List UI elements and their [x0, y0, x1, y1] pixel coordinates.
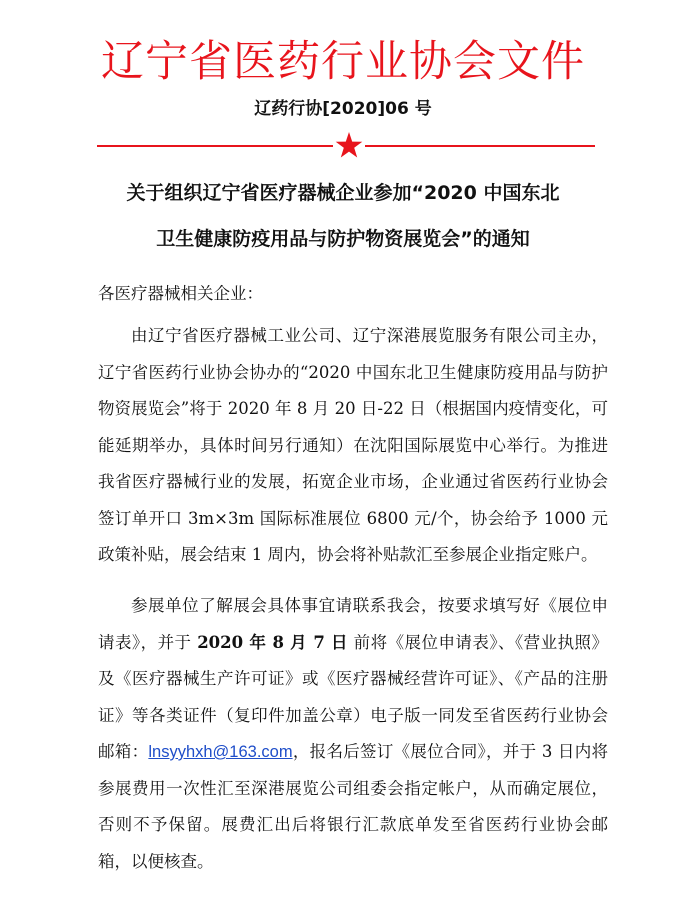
body-paragraph-1: 由辽宁省医疗器械工业公司、辽宁深港展览服务有限公司主办，辽宁省医药行业协会协办的“2020 中国东北卫生健康防疫用品与防护物资展览会”将于 2020 年 8 月 20 日-22 日（根据国内疫情变化，可能延期举办，具体时间另行通知）在沈阳国际展览中心举行。为推进我省医疗器械行业的发展，拓宽企业市场，企业通过省医药行业协会签订单开口 3m×3m 国际标准展位 6800 元/个，协会给予 1000 元政策补贴，展会结束 1 周内，协会将补贴款汇至参展企业指定账户。: [98, 326, 608, 564]
paragraph-2-text-3: ，报名后签订《展位合同》，并于 3 日内将参展费用一次性汇至深港展览公司组委会指定帐户，从而确定展位，否则不予保留。展费汇出后将银行汇款底单发至省医药行业协会邮箱，以便核查。: [98, 742, 608, 871]
body-paragraph-2: [98, 588, 608, 880]
paragraph-2-text-1: 参展单位了解展会具体事宜请联系我会，按要求填写好《展位申请表》，并于: [98, 596, 608, 652]
divider-line-right: [365, 145, 595, 147]
notice-title: [0, 170, 686, 262]
notice-title-line-2: 卫生健康防疫用品与防护物资展览会”的通知: [156, 228, 530, 250]
salutation: 各医疗器械相关企业：: [98, 284, 263, 303]
deadline-date: 2020 年 8 月 7 日: [197, 632, 348, 652]
header-divider: [97, 131, 595, 161]
paragraph-2-text-2: 前将《展位申请表》、《营业执照》及《医疗器械生产许可证》或《医疗器械经营许可证》、《产品的注册证》等各类证件（复印件加盖公章）电子版一同发至省医药行业协会邮箱：: [98, 632, 609, 761]
star-icon: [335, 131, 363, 159]
document-header-title: 辽宁省医药行业协会文件: [101, 37, 585, 87]
notice-title-line-1: 关于组织辽宁省医疗器械企业参加“2020 中国东北: [126, 182, 560, 204]
email-link[interactable]: lnsyyhxh@163.com: [148, 743, 293, 761]
document-number: 辽药行协[2020]06 号: [254, 99, 432, 119]
divider-line-left: [97, 145, 333, 147]
